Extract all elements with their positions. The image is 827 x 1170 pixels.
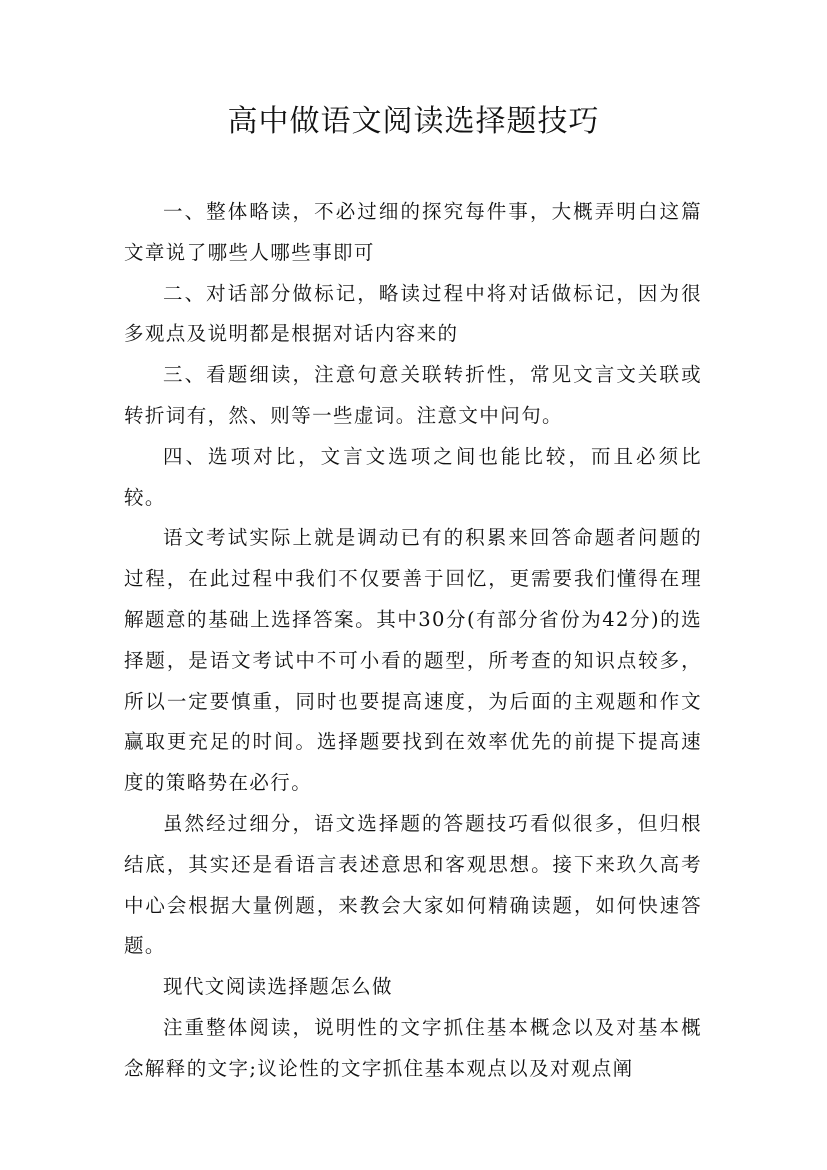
paragraph-4: 四、选项对比，文言文选项之间也能比较，而且必须比较。	[124, 444, 702, 509]
section-heading: 现代文阅读选择题怎么做	[163, 975, 393, 999]
paragraph-3: 三、看题细读，注意句意关联转折性，常见文言文关联或转折词有，然、则等一些虚词。注意文中问句。	[124, 363, 702, 427]
paragraph-2: 二、对话部分做标记，略读过程中将对话做标记，因为很多观点及说明都是根据对话内容来的	[124, 281, 702, 346]
document-body	[124, 192, 702, 1090]
paragraph-6: 虽然经过细分，语文选择题的答题技巧看似很多，但归根结底，其实还是看语言表述意思和客观思想。接下来玖久高考中心会根据大量例题，来教会大家如何精确读题，如何快速答题。	[124, 811, 702, 958]
paragraph-5: 语文考试实际上就是调动已有的积累来回答命题者问题的过程，在此过程中我们不仅要善于回忆，更需要我们懂得在理解题意的基础上选择答案。其中30分(有部分省份为42分)的选择题，是语文考试中不可小看的题型，所考查的知识点较多，所以一定要慎重，同时也要提高速度，为后面的主观题和作文赢取更充足的时间。选择题要找到在效率优先的前提下提高速度的策略势在必行。	[124, 526, 702, 795]
paragraph-7: 注重整体阅读，说明性的文字抓住基本概念以及对基本概念解释的文字;议论性的文字抓住基本观点以及对观点阐	[124, 1015, 702, 1080]
paragraph-1: 一、整体略读，不必过细的探究每件事，大概弄明白这篇文章说了哪些人哪些事即可	[124, 200, 702, 264]
document-title: 高中做语文阅读选择题技巧	[227, 104, 600, 139]
